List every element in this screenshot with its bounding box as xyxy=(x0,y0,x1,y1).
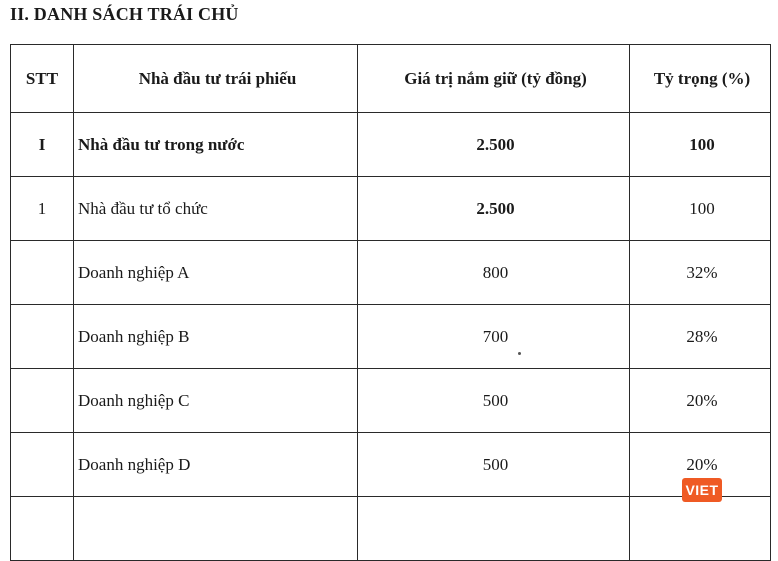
row-investor: Doanh nghiệp A xyxy=(74,241,358,305)
table-row xyxy=(11,113,771,177)
cutoff-cell xyxy=(358,497,630,561)
section-heading: II. DANH SÁCH TRÁI CHỦ xyxy=(10,4,239,24)
row-investor: Doanh nghiệp D xyxy=(74,433,358,497)
bondholder-table xyxy=(10,44,771,561)
cutoff-cell xyxy=(11,497,74,561)
header-investor: Nhà đầu tư trái phiếu xyxy=(74,45,358,113)
watermark-logo: VIET xyxy=(682,478,722,502)
cutoff-cell xyxy=(74,497,358,561)
table-row-cutoff xyxy=(11,497,771,561)
table-row xyxy=(11,305,771,369)
row-value: 500 xyxy=(358,433,630,497)
row-share: 32% xyxy=(630,241,771,305)
row-value: 2.500 xyxy=(358,113,630,177)
table-header-row xyxy=(11,45,771,113)
row-value: 500 xyxy=(358,369,630,433)
row-stt xyxy=(11,369,74,433)
row-stt xyxy=(11,241,74,305)
header-value: Giá trị nắm giữ (tỷ đồng) xyxy=(358,45,630,113)
row-stt: I xyxy=(11,113,74,177)
row-stt: 1 xyxy=(11,177,74,241)
row-investor: Nhà đầu tư trong nước xyxy=(74,113,358,177)
header-share: Tỷ trọng (%) xyxy=(630,45,771,113)
table-row xyxy=(11,241,771,305)
row-value: 700 xyxy=(358,305,630,369)
row-stt xyxy=(11,305,74,369)
header-stt: STT xyxy=(11,45,74,113)
row-stt xyxy=(11,433,74,497)
cutoff-cell xyxy=(630,497,771,561)
row-investor: Nhà đầu tư tổ chức xyxy=(74,177,358,241)
scan-speck xyxy=(518,352,521,355)
row-value: 2.500 xyxy=(358,177,630,241)
row-share: 20% xyxy=(630,433,771,497)
row-investor: Doanh nghiệp B xyxy=(74,305,358,369)
table-row xyxy=(11,369,771,433)
row-share: 100 xyxy=(630,113,771,177)
row-share: 20% xyxy=(630,369,771,433)
row-value: 800 xyxy=(358,241,630,305)
row-share: 100 xyxy=(630,177,771,241)
table-row xyxy=(11,433,771,497)
table-row xyxy=(11,177,771,241)
row-share: 28% xyxy=(630,305,771,369)
row-investor: Doanh nghiệp C xyxy=(74,369,358,433)
